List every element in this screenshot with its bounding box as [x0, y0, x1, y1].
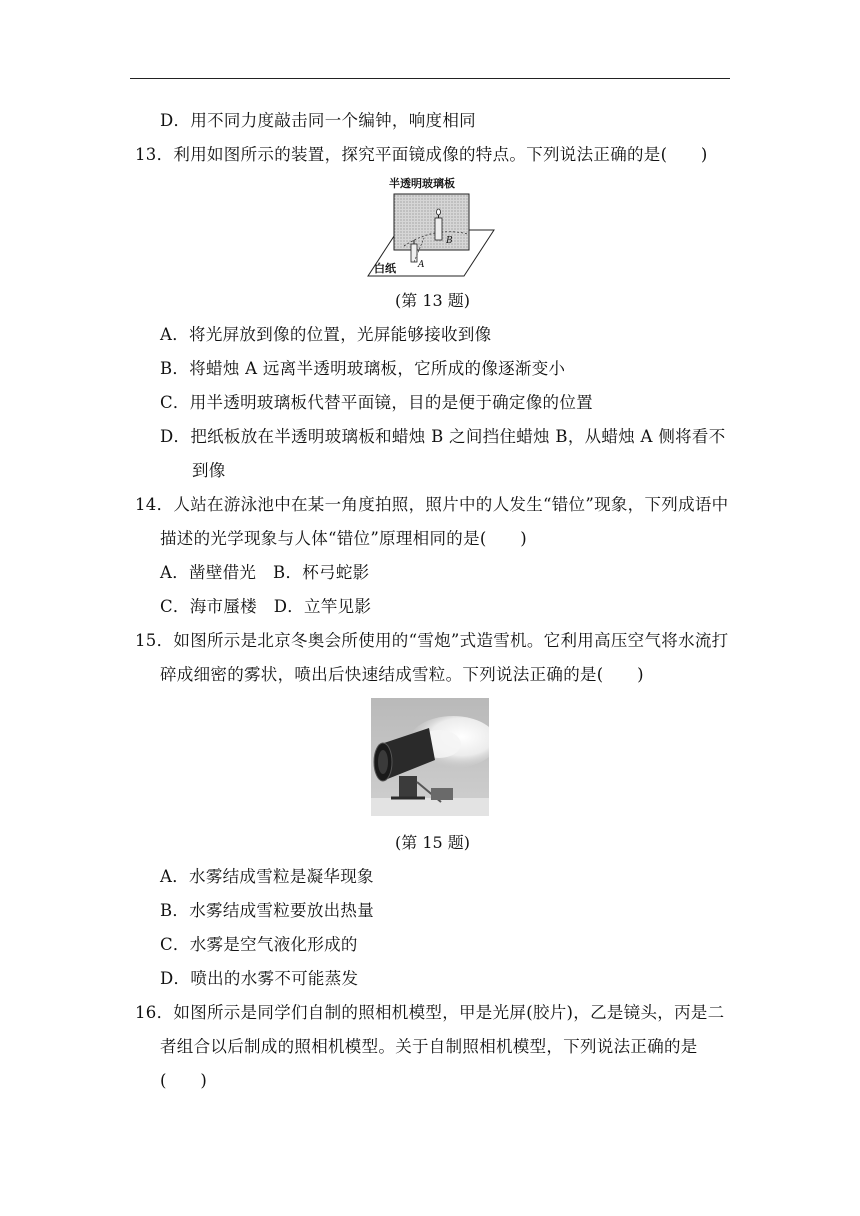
q14-options-row2: C．海市蜃楼 D．立竿见影	[160, 597, 372, 616]
q13-caption: (第 13 题)	[395, 291, 471, 310]
q13-option-d-cont: 到像	[192, 461, 226, 480]
q13-mirror-figure	[364, 174, 498, 280]
label-paper: 白纸	[374, 263, 396, 275]
q15-snow-cannon-photo	[371, 698, 489, 816]
q15-option-c: C．水雾是空气液化形成的	[160, 935, 358, 954]
q16-stem-cont2: ( )	[160, 1071, 208, 1090]
q13-option-b: B．将蜡烛 A 远离半透明玻璃板，它所成的像逐渐变小	[160, 359, 566, 378]
q13-option-a: A．将光屏放到像的位置，光屏能够接收到像	[160, 325, 492, 344]
candle-b-shape	[435, 218, 442, 240]
q15-caption: (第 15 题)	[395, 833, 471, 852]
q15-option-b: B．水雾结成雪粒要放出热量	[160, 901, 375, 920]
label-b: B	[446, 236, 453, 246]
q15-option-a: A．水雾结成雪粒是凝华现象	[160, 867, 374, 886]
q14-stem-cont: 描述的光学现象与人体“错位”原理相同的是( )	[160, 529, 527, 548]
q12-option-d: D．用不同力度敲击同一个编钟，响度相同	[160, 111, 476, 130]
header-rule	[130, 78, 730, 79]
q15-stem-cont: 碎成细密的雾状，喷出后快速结成雪粒。下列说法正确的是( )	[160, 665, 644, 684]
q13-option-d: D．把纸板放在半透明玻璃板和蜡烛 B 之间挡住蜡烛 B，从蜡烛 A 侧将看不	[160, 427, 726, 446]
q15-option-d: D．喷出的水雾不可能蒸发	[160, 969, 359, 988]
q15-stem: 15．如图所示是北京冬奥会所使用的“雪炮”式造雪机。它利用高压空气将水流打	[135, 631, 729, 650]
q14-stem: 14．人站在游泳池中在某一角度拍照，照片中的人发生“错位”现象，下列成语中	[135, 495, 729, 514]
q16-stem-cont: 者组合以后制成的照相机模型。关于自制照相机模型，下列说法正确的是	[160, 1037, 698, 1056]
glass-plate-shape	[394, 194, 469, 250]
q14-options-row1: A．凿壁借光 B．杯弓蛇影	[160, 563, 370, 582]
label-a: A	[418, 260, 425, 270]
q13-stem: 13．利用如图所示的装置，探究平面镜成像的特点。下列说法正确的是( )	[135, 145, 708, 164]
candle-a-shape	[411, 244, 417, 262]
q16-stem: 16．如图所示是同学们自制的照相机模型，甲是光屏(胶片)，乙是镜头，丙是二	[135, 1003, 725, 1022]
q13-option-c: C．用半透明玻璃板代替平面镜，目的是便于确定像的位置	[160, 393, 593, 412]
label-glass: 半透明玻璃板	[389, 178, 455, 190]
